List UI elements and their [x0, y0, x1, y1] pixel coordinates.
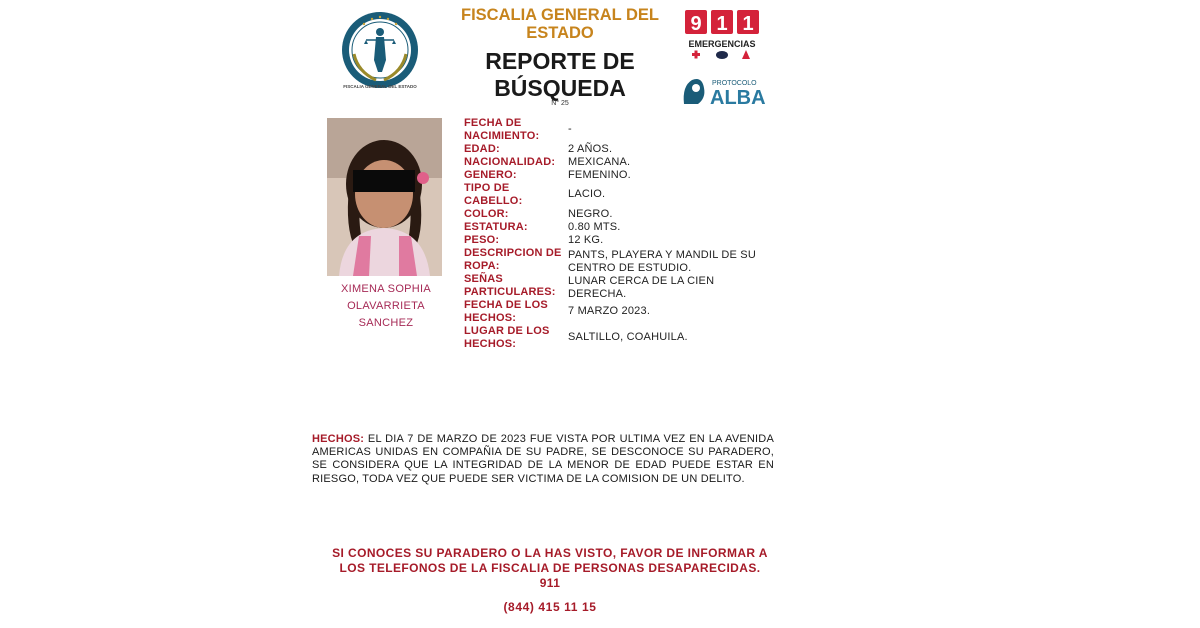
search-report-sheet: [300, 0, 900, 628]
agency-name: [430, 6, 690, 42]
detail-value: -: [568, 123, 572, 135]
detail-label: EDAD:: [464, 143, 500, 155]
detail-label: SEÑAS: [464, 273, 503, 285]
detail-label: COLOR:: [464, 208, 509, 220]
agency-line-1: FISCALIA GENERAL DEL: [460, 6, 659, 24]
name-line-1: XIMENA SOPHIA: [340, 283, 432, 295]
title-line-1: REPORTE DE: [485, 48, 635, 74]
page-title: [430, 48, 690, 102]
contact-emergency-number: 911: [539, 576, 561, 590]
seal-caption: FISCALIA GENERAL DEL ESTADO: [343, 84, 417, 89]
agency-line-2: ESTADO: [526, 24, 594, 42]
emergencies-label: EMERGENCIAS: [688, 39, 756, 49]
contact-notice: [300, 546, 800, 591]
detail-label: CABELLO:: [464, 194, 523, 207]
facts-text: EL DIA 7 DE MARZO DE 2023 FUE VISTA POR ULTIMA VEZ EN LA AVENIDA AMERICAS UNIDAS EN COMPAÑIA DE SU PADRE, SE DESCONOCE SU PARADERO, SE CONSIDERA QUE LA INTEGRIDAD DE LA MENOR DE EDAD PUEDE ESTAR EN RIESGO, TODA VEZ QUE PUEDE SER VICTIMA DE LA COMISION DE UN DELITO.: [312, 433, 774, 485]
alba-word: ALBA: [710, 87, 766, 108]
svg-text:1: 1: [742, 13, 754, 35]
emergency-911-logo-icon: [684, 9, 760, 67]
detail-value: CENTRO DE ESTUDIO.: [568, 261, 692, 274]
missing-person-photo: [327, 118, 442, 276]
detail-label: ESTATURA:: [464, 221, 528, 233]
svg-text:9: 9: [690, 13, 702, 35]
protocolo-alba-logo-icon: [680, 74, 770, 108]
detail-label: LUGAR DE LOS: [464, 325, 550, 337]
detail-label: TIPO DE: [464, 182, 510, 194]
detail-label: FECHA DE LOS: [464, 299, 548, 311]
detail-label: PESO:: [464, 234, 500, 246]
detail-value: FEMENINO.: [568, 169, 631, 181]
detail-label: NACIMIENTO:: [464, 129, 540, 142]
detail-value: 0.80 MTS.: [568, 221, 621, 233]
detail-value: SALTILLO, COAHUILA.: [568, 331, 688, 343]
detail-label: DESCRIPCION DE: [464, 247, 562, 259]
detail-value: MEXICANA.: [568, 156, 631, 168]
detail-label: HECHOS:: [464, 337, 517, 350]
detail-value: PANTS, PLAYERA Y MANDIL DE SU: [568, 249, 756, 261]
report-number: N° 25: [551, 100, 569, 107]
detail-label: HECHOS:: [464, 311, 517, 324]
detail-label: FECHA DE: [464, 117, 522, 129]
contact-phone: (844) 415 11 15: [503, 600, 597, 614]
missing-person-name: [314, 281, 458, 332]
alba-protocol-label: PROTOCOLO: [712, 80, 757, 87]
detail-value: 2 AÑOS.: [568, 143, 613, 155]
detail-label: ROPA:: [464, 259, 500, 272]
contact-line-2: LOS TELEFONOS DE LA FISCALIA DE PERSONAS DESAPARECIDAS.: [339, 561, 761, 575]
detail-value: LACIO.: [568, 188, 606, 200]
detail-label: GENERO:: [464, 169, 517, 181]
detail-value: NEGRO.: [568, 208, 613, 220]
detail-label: PARTICULARES:: [464, 285, 556, 298]
facts-label: HECHOS:: [312, 433, 365, 445]
svg-text:1: 1: [716, 13, 728, 35]
detail-value: LUNAR CERCA DE LA CIEN: [568, 275, 715, 287]
title-line-2: BÚSQUEDA: [494, 75, 626, 101]
detail-value: 12 KG.: [568, 234, 604, 246]
facts-paragraph: [312, 433, 774, 486]
contact-line-1: SI CONOCES SU PARADERO O LA HAS VISTO, FAVOR DE INFORMAR A: [332, 546, 768, 560]
detail-label: NACIONALIDAD:: [464, 156, 556, 168]
name-line-2: OLAVARRIETA: [347, 300, 425, 312]
name-line-3: SANCHEZ: [358, 317, 414, 329]
detail-value: DERECHA.: [568, 287, 627, 300]
detail-value: 7 MARZO 2023.: [568, 305, 651, 317]
